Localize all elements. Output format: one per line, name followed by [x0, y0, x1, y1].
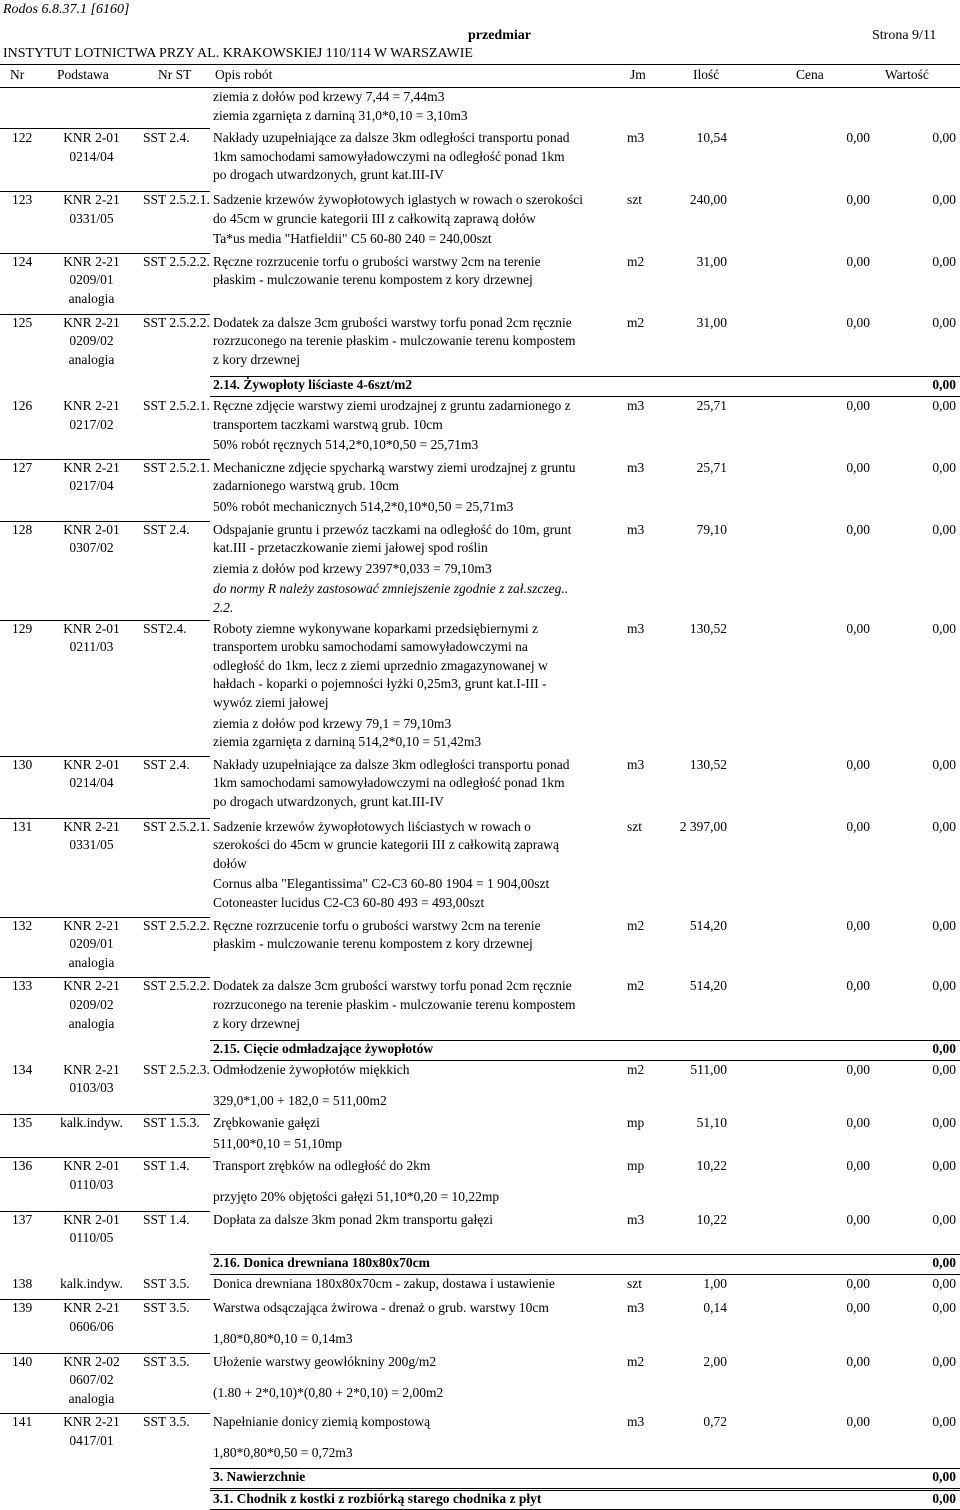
- item-description: Donica drewniana 180x80x70cm - zakup, dostawa i ustawienie: [213, 1275, 555, 1291]
- item-basis: 0217/02: [69, 416, 114, 432]
- item-note: do normy R należy zastosować zmniejszenie zgodnie z zał.szczeg..: [213, 581, 569, 597]
- item-quantity: 2,00: [703, 1353, 727, 1369]
- item-description: z kory drzewnej: [213, 351, 300, 367]
- item-spec: SST 1.5.3.: [143, 1115, 200, 1131]
- item-calculation: 1,80*0,80*0,10 = 0,14m3: [213, 1331, 353, 1347]
- item-quantity: 240,00: [689, 192, 727, 207]
- item-quantity: 10,22: [696, 1211, 727, 1227]
- item-spec: SST2.4.: [143, 620, 187, 636]
- col-cena-header: Cena: [796, 67, 824, 82]
- item-description: Ułożenie warstwy geowłókniny 200g/m2: [213, 1353, 437, 1369]
- item-unit: m3: [627, 130, 645, 146]
- item-number: 124: [12, 253, 33, 269]
- col-ilosc-header: Ilość: [693, 67, 720, 82]
- item-basis: KNR 2-01: [63, 1211, 120, 1227]
- item-description: Nakłady uzupełniające za dalsze 3km odległości transportu ponad: [213, 130, 570, 146]
- item-calculation: ziemia z dołów pod krzewy 2397*0,033 = 79,10m3: [213, 560, 492, 576]
- item-basis: KNR 2-21: [63, 1414, 120, 1430]
- item-number: 137: [12, 1211, 33, 1227]
- document-type: przedmiar: [468, 28, 531, 43]
- item-description: szerokości do 45cm w gruncie kategorii III z całkowitą zaprawą: [213, 837, 559, 853]
- item-price: 0,00: [846, 1300, 870, 1316]
- item-description: Sadzenie krzewów żywopłotowych liściastych w rowach o: [213, 818, 531, 834]
- item-description: Roboty ziemne wykonywane koparkami przedsiębiernymi z: [213, 620, 539, 636]
- item-description: do 45cm w gruncie kategorii III z całkowitą zaprawą dołów: [213, 210, 536, 226]
- item-value: 0,00: [932, 192, 956, 207]
- item-value: 0,00: [932, 1414, 956, 1430]
- item-unit: m3: [627, 756, 645, 772]
- item-basis: 0209/01: [69, 272, 114, 288]
- item-description: rozrzuconego na terenie płaskim - mulczowanie terenu kompostem: [213, 997, 576, 1012]
- item-basis: 0214/04: [69, 775, 114, 791]
- item-basis: 0209/01: [69, 936, 114, 952]
- col-wartosc-header: Wartość: [885, 67, 929, 82]
- item-price: 0,00: [846, 1275, 870, 1291]
- item-quantity: 130,52: [689, 756, 727, 772]
- item-unit: szt: [627, 1275, 642, 1291]
- item-price: 0,00: [846, 314, 870, 330]
- item-quantity: 31,00: [696, 314, 727, 330]
- item-spec: SST 2.4.: [143, 756, 190, 772]
- item-value: 0,00: [932, 1061, 956, 1077]
- col-opis-header: Opis robót: [215, 67, 273, 82]
- section-value: 0,00: [932, 1468, 956, 1484]
- item-price: 0,00: [846, 620, 870, 636]
- section-title: 2.15. Cięcie odmładzające żywopłotów: [213, 1041, 434, 1057]
- item-unit: m2: [627, 1353, 645, 1369]
- item-basis: 0209/02: [69, 997, 114, 1012]
- item-spec: SST 2.5.2.1.: [143, 459, 210, 475]
- item-unit: m3: [627, 1414, 645, 1430]
- item-number: 127: [12, 459, 33, 475]
- section-title: 3. Nawierzchnie: [213, 1468, 306, 1484]
- item-spec: SST 1.4.: [143, 1158, 190, 1174]
- item-number: 126: [12, 398, 33, 413]
- institute-name: INSTYTUT LOTNICTWA PRZY AL. KRAKOWSKIEJ 110/114 W WARSZAWIE: [3, 46, 473, 61]
- item-number: 128: [12, 521, 33, 537]
- item-price: 0,00: [846, 1353, 870, 1369]
- item-spec: SST 3.5.: [143, 1275, 190, 1291]
- item-spec: SST 2.5.2.2.: [143, 314, 210, 330]
- item-description: płaskim - mulczowanie terenu kompostem z kory drzewnej: [213, 936, 533, 952]
- item-description: hałdach - koparki o pojemności łyżki 0,25m3, grunt kat.I-III -: [213, 676, 547, 692]
- item-basis: kalk.indyw.: [60, 1275, 123, 1291]
- item-description: Ręczne rozrzucenie torfu o grubości warstwy 2cm na terenie: [213, 253, 541, 269]
- item-quantity: 2 397,00: [679, 818, 727, 834]
- item-description: zadarnionego warstwą grub. 10cm: [213, 478, 399, 494]
- col-nrst-header: Nr ST: [158, 67, 192, 82]
- item-value: 0,00: [932, 818, 956, 834]
- item-unit: mp: [627, 1115, 645, 1131]
- item-value: 0,00: [932, 1300, 956, 1316]
- item-price: 0,00: [846, 1414, 870, 1430]
- item-quantity: 31,00: [696, 253, 727, 269]
- item-unit: m2: [627, 1061, 645, 1077]
- section-value: 0,00: [932, 1041, 956, 1057]
- item-quantity: 1,00: [703, 1275, 727, 1291]
- item-value: 0,00: [932, 398, 956, 413]
- item-unit: m3: [627, 459, 645, 475]
- carryover-line: ziemia z dołów pod krzewy 7,44 = 7,44m3: [213, 89, 445, 104]
- item-quantity: 51,10: [696, 1115, 727, 1131]
- item-quantity: 10,54: [696, 130, 727, 146]
- item-basis: 0331/05: [69, 210, 114, 226]
- item-value: 0,00: [932, 1158, 956, 1174]
- item-value: 0,00: [932, 620, 956, 636]
- item-unit: m2: [627, 978, 645, 994]
- item-spec: SST 2.5.2.2.: [143, 253, 210, 269]
- item-quantity: 79,10: [696, 521, 727, 537]
- item-basis: KNR 2-21: [63, 398, 120, 413]
- item-number: 122: [12, 130, 33, 146]
- item-value: 0,00: [932, 917, 956, 933]
- item-value: 0,00: [932, 978, 956, 994]
- item-value: 0,00: [932, 1211, 956, 1227]
- item-spec: SST 3.5.: [143, 1414, 190, 1430]
- row-divider: [210, 396, 960, 397]
- item-spec: SST 3.5.: [143, 1353, 190, 1369]
- item-unit: m3: [627, 398, 645, 413]
- item-spec: SST 2.5.2.1.: [143, 818, 210, 834]
- item-basis: KNR 2-21: [63, 978, 120, 994]
- item-quantity: 0,72: [703, 1414, 727, 1430]
- item-basis: analogia: [68, 954, 115, 970]
- item-calculation: ziemia zgarnięta z darniną 514,2*0,10 = 51,42m3: [213, 734, 482, 750]
- item-description: po drogach utwardzonych, grunt kat.III-IV: [213, 794, 444, 809]
- item-description: Odmłodzenie żywopłotów miękkich: [213, 1061, 410, 1077]
- item-basis: 0606/06: [69, 1318, 114, 1334]
- item-value: 0,00: [932, 253, 956, 269]
- item-basis: 0217/04: [69, 478, 114, 494]
- item-description: kat.III - przetaczkowanie ziemi jałowej spod roślin: [213, 540, 488, 556]
- item-basis: 0214/04: [69, 148, 114, 164]
- item-spec: SST 2.5.2.2.: [143, 917, 210, 933]
- item-spec: SST 2.4.: [143, 130, 190, 146]
- section-title: 2.16. Donica drewniana 180x80x70cm: [213, 1255, 430, 1271]
- item-price: 0,00: [846, 130, 870, 146]
- item-basis: 0209/02: [69, 333, 114, 349]
- item-quantity: 514,20: [689, 978, 727, 994]
- item-description: dołów: [213, 855, 247, 871]
- item-value: 0,00: [932, 459, 956, 475]
- item-price: 0,00: [846, 1115, 870, 1131]
- item-quantity: 0,14: [703, 1300, 727, 1316]
- item-description: Zrębkowanie gałęzi: [213, 1115, 320, 1131]
- item-number: 140: [12, 1353, 33, 1369]
- item-value: 0,00: [932, 1275, 956, 1291]
- item-number: 136: [12, 1158, 33, 1174]
- item-value: 0,00: [932, 756, 956, 772]
- item-basis: KNR 2-01: [63, 521, 120, 537]
- item-number: 138: [12, 1275, 33, 1291]
- item-description: Transport zrębków na odległość do 2km: [213, 1158, 431, 1174]
- row-divider: [210, 1274, 960, 1275]
- item-price: 0,00: [846, 978, 870, 994]
- item-unit: mp: [627, 1158, 645, 1174]
- item-basis: analogia: [68, 1015, 115, 1031]
- item-calculation: 511,00*0,10 = 51,10mp: [213, 1135, 342, 1151]
- item-number: 134: [12, 1061, 33, 1077]
- item-unit: szt: [627, 192, 642, 207]
- item-basis: 0110/05: [69, 1230, 114, 1246]
- row-divider: [210, 1468, 960, 1469]
- section-value: 0,00: [932, 377, 956, 393]
- item-calculation: Ta*us media "Hatfieldii" C5 60-80 240 = 240,00szt: [213, 231, 492, 247]
- item-basis: 0110/03: [69, 1177, 114, 1193]
- item-number: 130: [12, 756, 33, 772]
- item-unit: m2: [627, 253, 645, 269]
- item-calculation: 329,0*1,00 + 182,0 = 511,00m2: [213, 1092, 387, 1108]
- item-number: 141: [12, 1414, 33, 1430]
- item-spec: SST 1.4.: [143, 1211, 190, 1227]
- item-number: 135: [12, 1115, 33, 1131]
- item-basis: KNR 2-21: [63, 459, 120, 475]
- item-description: płaskim - mulczowanie terenu kompostem z kory drzewnej: [213, 272, 533, 288]
- item-basis: KNR 2-21: [63, 1300, 120, 1316]
- item-value: 0,00: [932, 521, 956, 537]
- item-price: 0,00: [846, 818, 870, 834]
- item-basis: KNR 2-01: [63, 130, 120, 146]
- section-title: 2.14. Żywopłoty liściaste 4-6szt/m2: [213, 377, 413, 393]
- col-nr-header: Nr: [10, 67, 25, 82]
- item-basis: analogia: [68, 351, 115, 367]
- item-calculation: Cotoneaster lucidus C2-C3 60-80 493 = 493,00szt: [213, 895, 485, 910]
- item-description: Napełnianie donicy ziemią kompostową: [213, 1414, 431, 1430]
- item-spec: SST 2.5.2.2.: [143, 978, 210, 994]
- section-value: 0,00: [932, 1490, 956, 1506]
- item-basis: KNR 2-01: [63, 620, 120, 636]
- item-number: 123: [12, 192, 33, 207]
- item-basis: analogia: [68, 291, 115, 306]
- item-calculation: Cornus alba "Elegantissima" C2-C3 60-80 1904 = 1 904,00szt: [213, 876, 550, 892]
- row-divider: [210, 1060, 960, 1061]
- item-number: 133: [12, 978, 33, 994]
- item-description: po drogach utwardzonych, grunt kat.III-IV: [213, 167, 444, 183]
- item-price: 0,00: [846, 521, 870, 537]
- item-number: 139: [12, 1300, 33, 1316]
- item-description: Dodatek za dalsze 3cm grubości warstwy torfu ponad 2cm ręcznie: [213, 314, 572, 330]
- item-basis: KNR 2-01: [63, 756, 120, 772]
- item-description: Dopłata za dalsze 3km ponad 2km transportu gałęzi: [213, 1211, 494, 1227]
- item-description: Sadzenie krzewów żywopłotowych iglastych w rowach o szerokości: [213, 192, 584, 207]
- item-spec: SST 2.5.2.3.: [143, 1061, 210, 1077]
- item-description: Ręczne zdjęcie warstwy ziemi urodzajnej z gruntu zadarnionego z: [213, 398, 571, 413]
- row-divider: [210, 1488, 960, 1489]
- item-description: Nakłady uzupełniające za dalsze 3km odległości transportu ponad: [213, 756, 570, 772]
- item-description: transportem taczkami warstwą grub. 10cm: [213, 416, 443, 432]
- item-description: rozrzuconego na terenie płaskim - mulczowanie terenu kompostem: [213, 333, 576, 349]
- item-unit: m2: [627, 314, 645, 330]
- item-basis: 0307/02: [69, 540, 114, 556]
- item-description: Dodatek za dalsze 3cm grubości warstwy torfu ponad 2cm ręcznie: [213, 978, 572, 994]
- item-basis: KNR 2-21: [63, 917, 120, 933]
- item-basis: KNR 2-21: [63, 253, 120, 269]
- item-description: wywóz ziemi jałowej: [213, 695, 329, 710]
- item-number: 125: [12, 314, 33, 330]
- item-basis: analogia: [68, 1390, 115, 1406]
- item-price: 0,00: [846, 756, 870, 772]
- item-basis: KNR 2-21: [63, 192, 120, 207]
- item-basis: 0417/01: [69, 1433, 114, 1449]
- item-calculation: 50% robót ręcznych 514,2*0,10*0,50 = 25,71m3: [213, 437, 479, 453]
- item-spec: SST 2.5.2.1.: [143, 398, 210, 413]
- item-price: 0,00: [846, 1061, 870, 1077]
- item-description: Odspajanie gruntu i przewóz taczkami na odległość do 10m, grunt: [213, 521, 572, 537]
- item-basis: 0607/02: [69, 1372, 114, 1388]
- item-description: 1km samochodami samowyładowczymi na odległość ponad 1km: [213, 148, 565, 164]
- item-quantity: 25,71: [696, 459, 727, 475]
- section-value: 0,00: [932, 1255, 956, 1271]
- item-value: 0,00: [932, 314, 956, 330]
- item-basis: KNR 2-01: [63, 1158, 120, 1174]
- item-number: 132: [12, 917, 33, 933]
- item-basis: KNR 2-02: [63, 1353, 120, 1369]
- item-basis: KNR 2-21: [63, 1061, 120, 1077]
- item-spec: SST 2.5.2.1.: [143, 192, 210, 207]
- item-calculation: ziemia z dołów pod krzewy 79,1 = 79,10m3: [213, 715, 452, 731]
- item-price: 0,00: [846, 253, 870, 269]
- item-value: 0,00: [932, 1353, 956, 1369]
- item-note: 2.2.: [213, 600, 234, 615]
- item-description: Mechaniczne zdjęcie spycharką warstwy ziemi urodzajnej z gruntu: [213, 459, 576, 475]
- item-basis: 0103/03: [69, 1080, 114, 1096]
- item-value: 0,00: [932, 130, 956, 146]
- item-number: 131: [12, 818, 33, 834]
- item-description: z kory drzewnej: [213, 1015, 300, 1031]
- item-unit: m2: [627, 917, 645, 933]
- item-unit: m3: [627, 521, 645, 537]
- item-number: 129: [12, 620, 33, 636]
- item-calculation: (1.80 + 2*0,10)*(0,80 + 2*0,10) = 2,00m2: [213, 1384, 444, 1400]
- item-unit: m3: [627, 1211, 645, 1227]
- item-description: 1km samochodami samowyładowczymi na odległość ponad 1km: [213, 775, 565, 791]
- item-calculation: 50% robót mechanicznych 514,2*0,10*0,50 = 25,71m3: [213, 499, 514, 514]
- item-quantity: 514,20: [689, 917, 727, 933]
- item-basis: 0211/03: [69, 639, 114, 655]
- item-calculation: przyjęto 20% objętości gałęzi 51,10*0,20 = 10,22mp: [213, 1189, 500, 1205]
- item-quantity: 25,71: [696, 398, 727, 413]
- item-spec: SST 3.5.: [143, 1300, 190, 1316]
- item-basis: KNR 2-21: [63, 314, 120, 330]
- item-price: 0,00: [846, 1211, 870, 1227]
- col-jm-header: Jm: [630, 67, 646, 82]
- item-basis: KNR 2-21: [63, 818, 120, 834]
- item-price: 0,00: [846, 192, 870, 207]
- item-description: transportem urobku samochodami samowyładowczymi na: [213, 639, 528, 655]
- item-basis: 0331/05: [69, 837, 114, 853]
- item-quantity: 511,00: [690, 1061, 727, 1077]
- item-description: Warstwa odsączająca żwirowa - drenaż o grub. warstwy 10cm: [213, 1300, 549, 1316]
- app-version: Rodos 6.8.37.1 [6160]: [3, 2, 130, 17]
- item-quantity: 10,22: [696, 1158, 727, 1174]
- item-quantity: 130,52: [689, 620, 727, 636]
- col-podstawa-header: Podstawa: [57, 67, 109, 82]
- item-price: 0,00: [846, 917, 870, 933]
- item-value: 0,00: [932, 1115, 956, 1131]
- item-price: 0,00: [846, 1158, 870, 1174]
- carryover-line: ziemia zgarnięta z darniną 31,0*0,10 = 3,10m3: [213, 107, 468, 123]
- row-divider: [0, 128, 210, 129]
- page-number: Strona 9/11: [872, 28, 937, 43]
- item-basis: kalk.indyw.: [60, 1115, 123, 1131]
- item-description: Ręczne rozrzucenie torfu o grubości warstwy 2cm na terenie: [213, 917, 541, 933]
- item-unit: m3: [627, 1300, 645, 1316]
- item-unit: m3: [627, 620, 645, 636]
- section-title: 3.1. Chodnik z kostki z rozbiórką starego chodnika z płyt: [213, 1490, 542, 1506]
- item-price: 0,00: [846, 398, 870, 413]
- item-price: 0,00: [846, 459, 870, 475]
- item-spec: SST 2.4.: [143, 521, 190, 537]
- item-description: odległość do 1km, lecz z ziemi uprzednio zmagazynowanej w: [213, 657, 548, 673]
- item-calculation: 1,80*0,80*0,50 = 0,72m3: [213, 1445, 353, 1461]
- item-unit: szt: [627, 818, 642, 834]
